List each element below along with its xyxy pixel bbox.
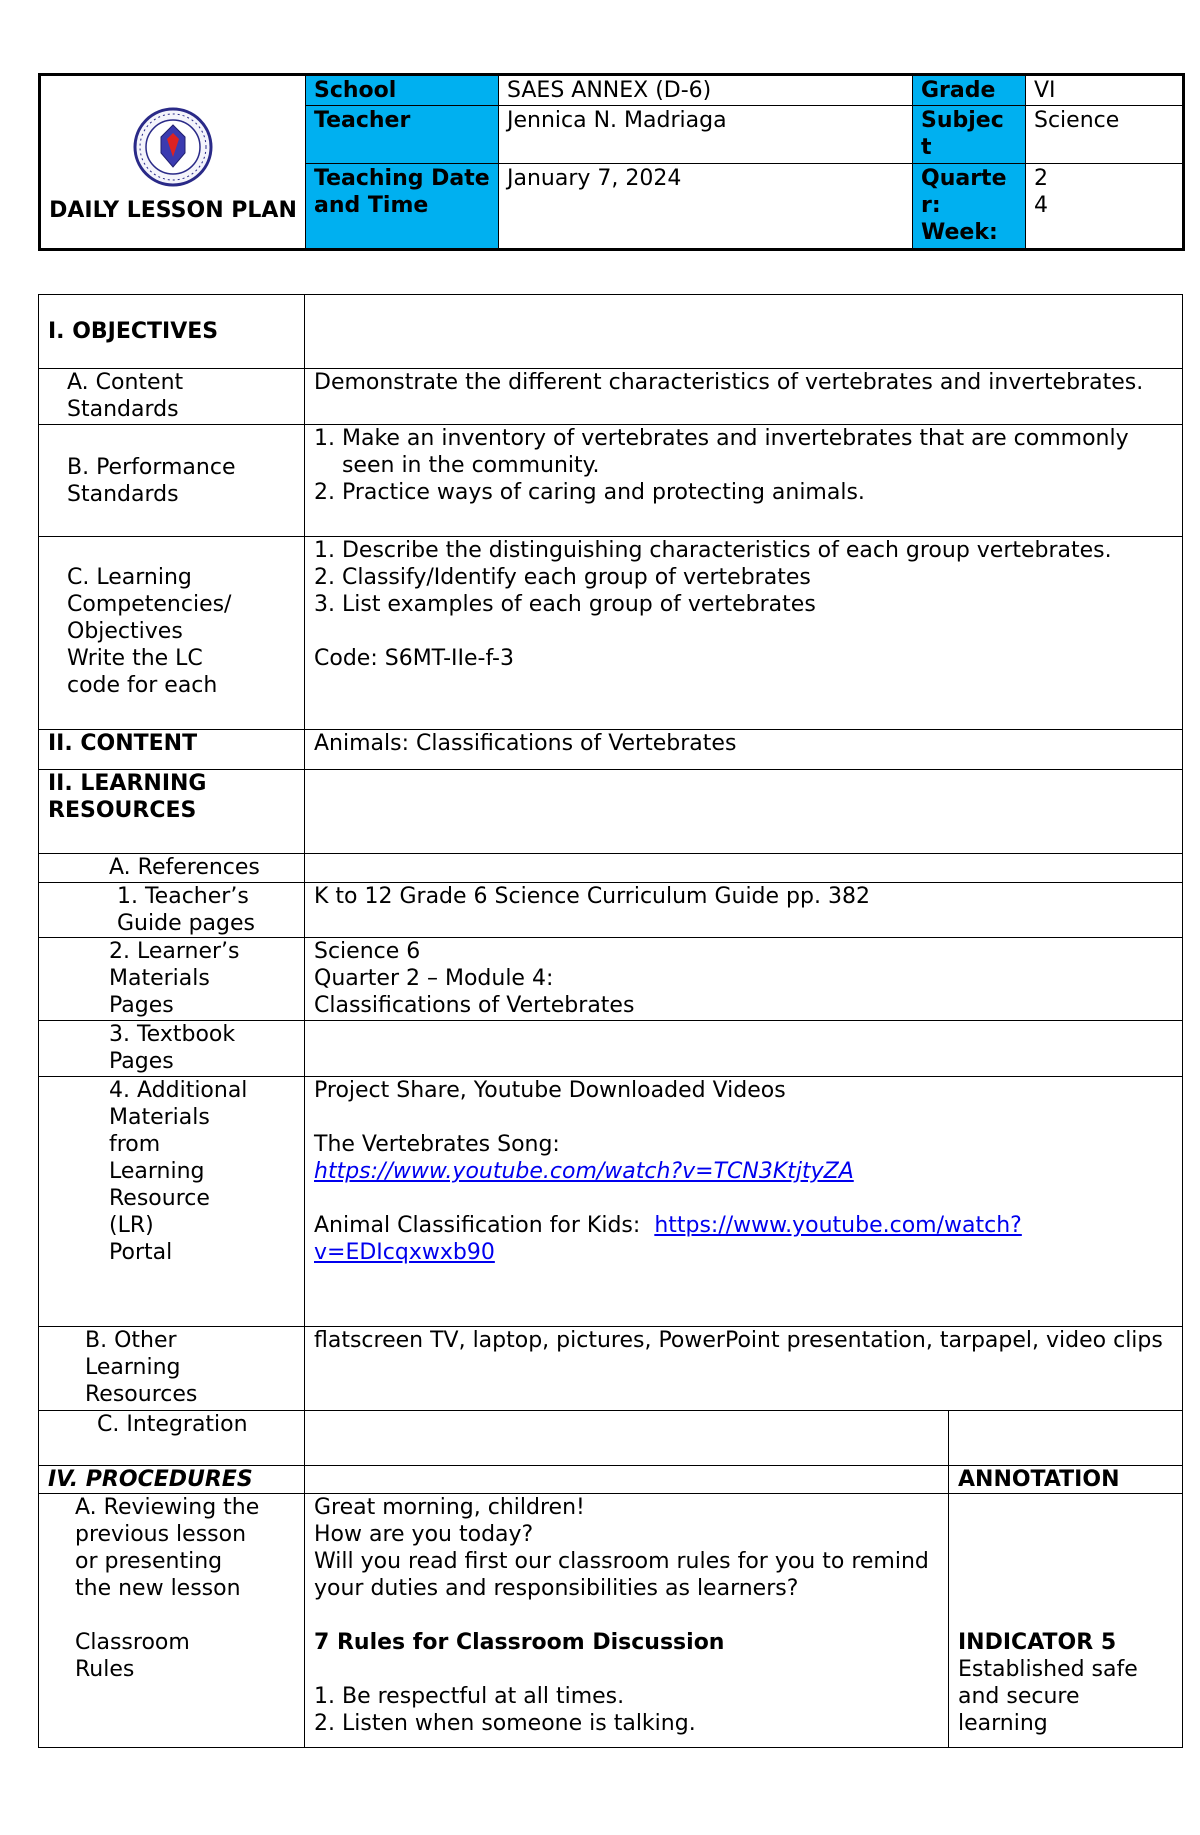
animal-classification-link-part2[interactable]: v=EDIcqxwxb90 [314,1240,495,1265]
integration-annotation-empty [949,1411,1183,1466]
header-table [38,73,1185,251]
performance-standards-text [305,425,1183,537]
resources-empty [305,770,1183,854]
lesson-table [38,294,1183,1748]
performance-line-3: 2. Practice ways of caring and protecting animals. [314,480,865,505]
deped-seal-icon [133,107,213,187]
procedures-heading: IV. PROCEDURES [39,1466,305,1494]
performance-standards-label: B. Performance Standards [39,425,305,537]
quarter-value: 2 [1034,166,1048,191]
integration-empty [305,1411,949,1466]
plan-title: DAILY LESSON PLAN [49,197,297,223]
learners-line-2: Quarter 2 – Module 4: [314,966,554,991]
textbook-empty [305,1021,1183,1077]
kids-line [314,1212,1173,1239]
objectives-empty [305,295,1183,369]
annotation-heading: ANNOTATION [949,1466,1183,1494]
week-value: 4 [1034,193,1048,218]
teacher-label: Teacher [306,106,499,164]
additional-materials-label: 4. Additional Materials from Learning Resource (LR) Portal [39,1077,305,1327]
quarter-week-values [1026,164,1184,250]
grade-value: VI [1026,75,1184,106]
lc-code: Code: S6MT-IIe-f-3 [314,646,514,671]
content-heading: II. CONTENT [39,730,305,770]
teacher-value: Jennica N. Madriaga [499,106,913,164]
indicator-title: INDICATOR 5 [958,1630,1117,1655]
kids-label: Animal Classification for Kids: [314,1213,641,1238]
content-standards-text: Demonstrate the different characteristics of vertebrates and invertebrates. [305,369,1183,425]
teachers-guide-text: K to 12 Grade 6 Science Curriculum Guide pp. 382 [305,883,1183,938]
greeting-1: Great morning, children! [314,1495,585,1520]
competency-1: 1. Describe the distinguishing characteristics of each group vertebrates. [314,538,1112,563]
greeting-2: How are you today? [314,1522,534,1547]
competency-2: 2. Classify/Identify each group of vertebrates [314,565,811,590]
song-label: The Vertebrates Song: [314,1132,560,1157]
competencies-label: C. Learning Competencies/ Objectives Write the LC code for each [39,537,305,730]
school-label: School [306,75,499,106]
content-standards-label: A. Content Standards [39,369,305,425]
resources-heading: II. LEARNING RESOURCES [39,770,305,854]
learners-line-1: Science 6 [314,939,421,964]
competencies-text [305,537,1183,730]
other-resources-label: B. Other Learning Resources [39,1327,305,1411]
performance-line-1: 1. Make an inventory of vertebrates and invertebrates that are commonly [314,426,1129,451]
procedures-empty [305,1466,949,1494]
review-lesson-label: A. Reviewing the previous lesson or presenting the new lesson Classroom Rules [39,1494,305,1748]
subject-value: Science [1026,106,1184,164]
content-text: Animals: Classifications of Vertebrates [305,730,1183,770]
animal-classification-link-part1[interactable]: https://www.youtube.com/watch? [654,1213,1022,1238]
rule-2: 2. Listen when someone is talking. [314,1711,696,1736]
quarter-week-label: Quarte r: Week: [913,164,1026,250]
greeting-3: Will you read first our classroom rules for you to remind your duties and responsibilities as learners? [314,1549,929,1601]
vertebrates-song-link[interactable]: https://www.youtube.com/watch?v=TCN3KtjtyZA [314,1159,854,1184]
additional-materials-text [305,1077,1183,1327]
objectives-heading: I. OBJECTIVES [39,295,305,369]
rules-title: 7 Rules for Classroom Discussion [314,1630,725,1655]
date-label: Teaching Date and Time [306,164,499,250]
review-lesson-text [305,1494,949,1748]
learners-line-3: Classifications of Vertebrates [314,993,635,1018]
learners-materials-text [305,938,1183,1021]
additional-line-1: Project Share, Youtube Downloaded Videos [314,1078,786,1103]
indicator-text: Established safe and secure learning [958,1657,1138,1736]
textbook-label: 3. Textbook Pages [39,1021,305,1077]
references-label: A. References [39,854,305,883]
grade-label: Grade [913,75,1026,106]
subject-label: Subjec t [913,106,1026,164]
competency-3: 3. List examples of each group of vertebrates [314,592,816,617]
review-annotation [949,1494,1183,1748]
performance-line-2: seen in the community. [314,453,600,478]
school-value: SAES ANNEX (D-6) [499,75,913,106]
rule-1: 1. Be respectful at all times. [314,1684,625,1709]
header-logo-cell [40,75,306,250]
date-value: January 7, 2024 [499,164,913,250]
learners-materials-label: 2. Learner’s Materials Pages [39,938,305,1021]
integration-label: C. Integration [39,1411,305,1466]
references-empty [305,854,1183,883]
teachers-guide-label: 1. Teacher’s Guide pages [39,883,305,938]
other-resources-text: flatscreen TV, laptop, pictures, PowerPoint presentation, tarpapel, video clips [305,1327,1183,1411]
